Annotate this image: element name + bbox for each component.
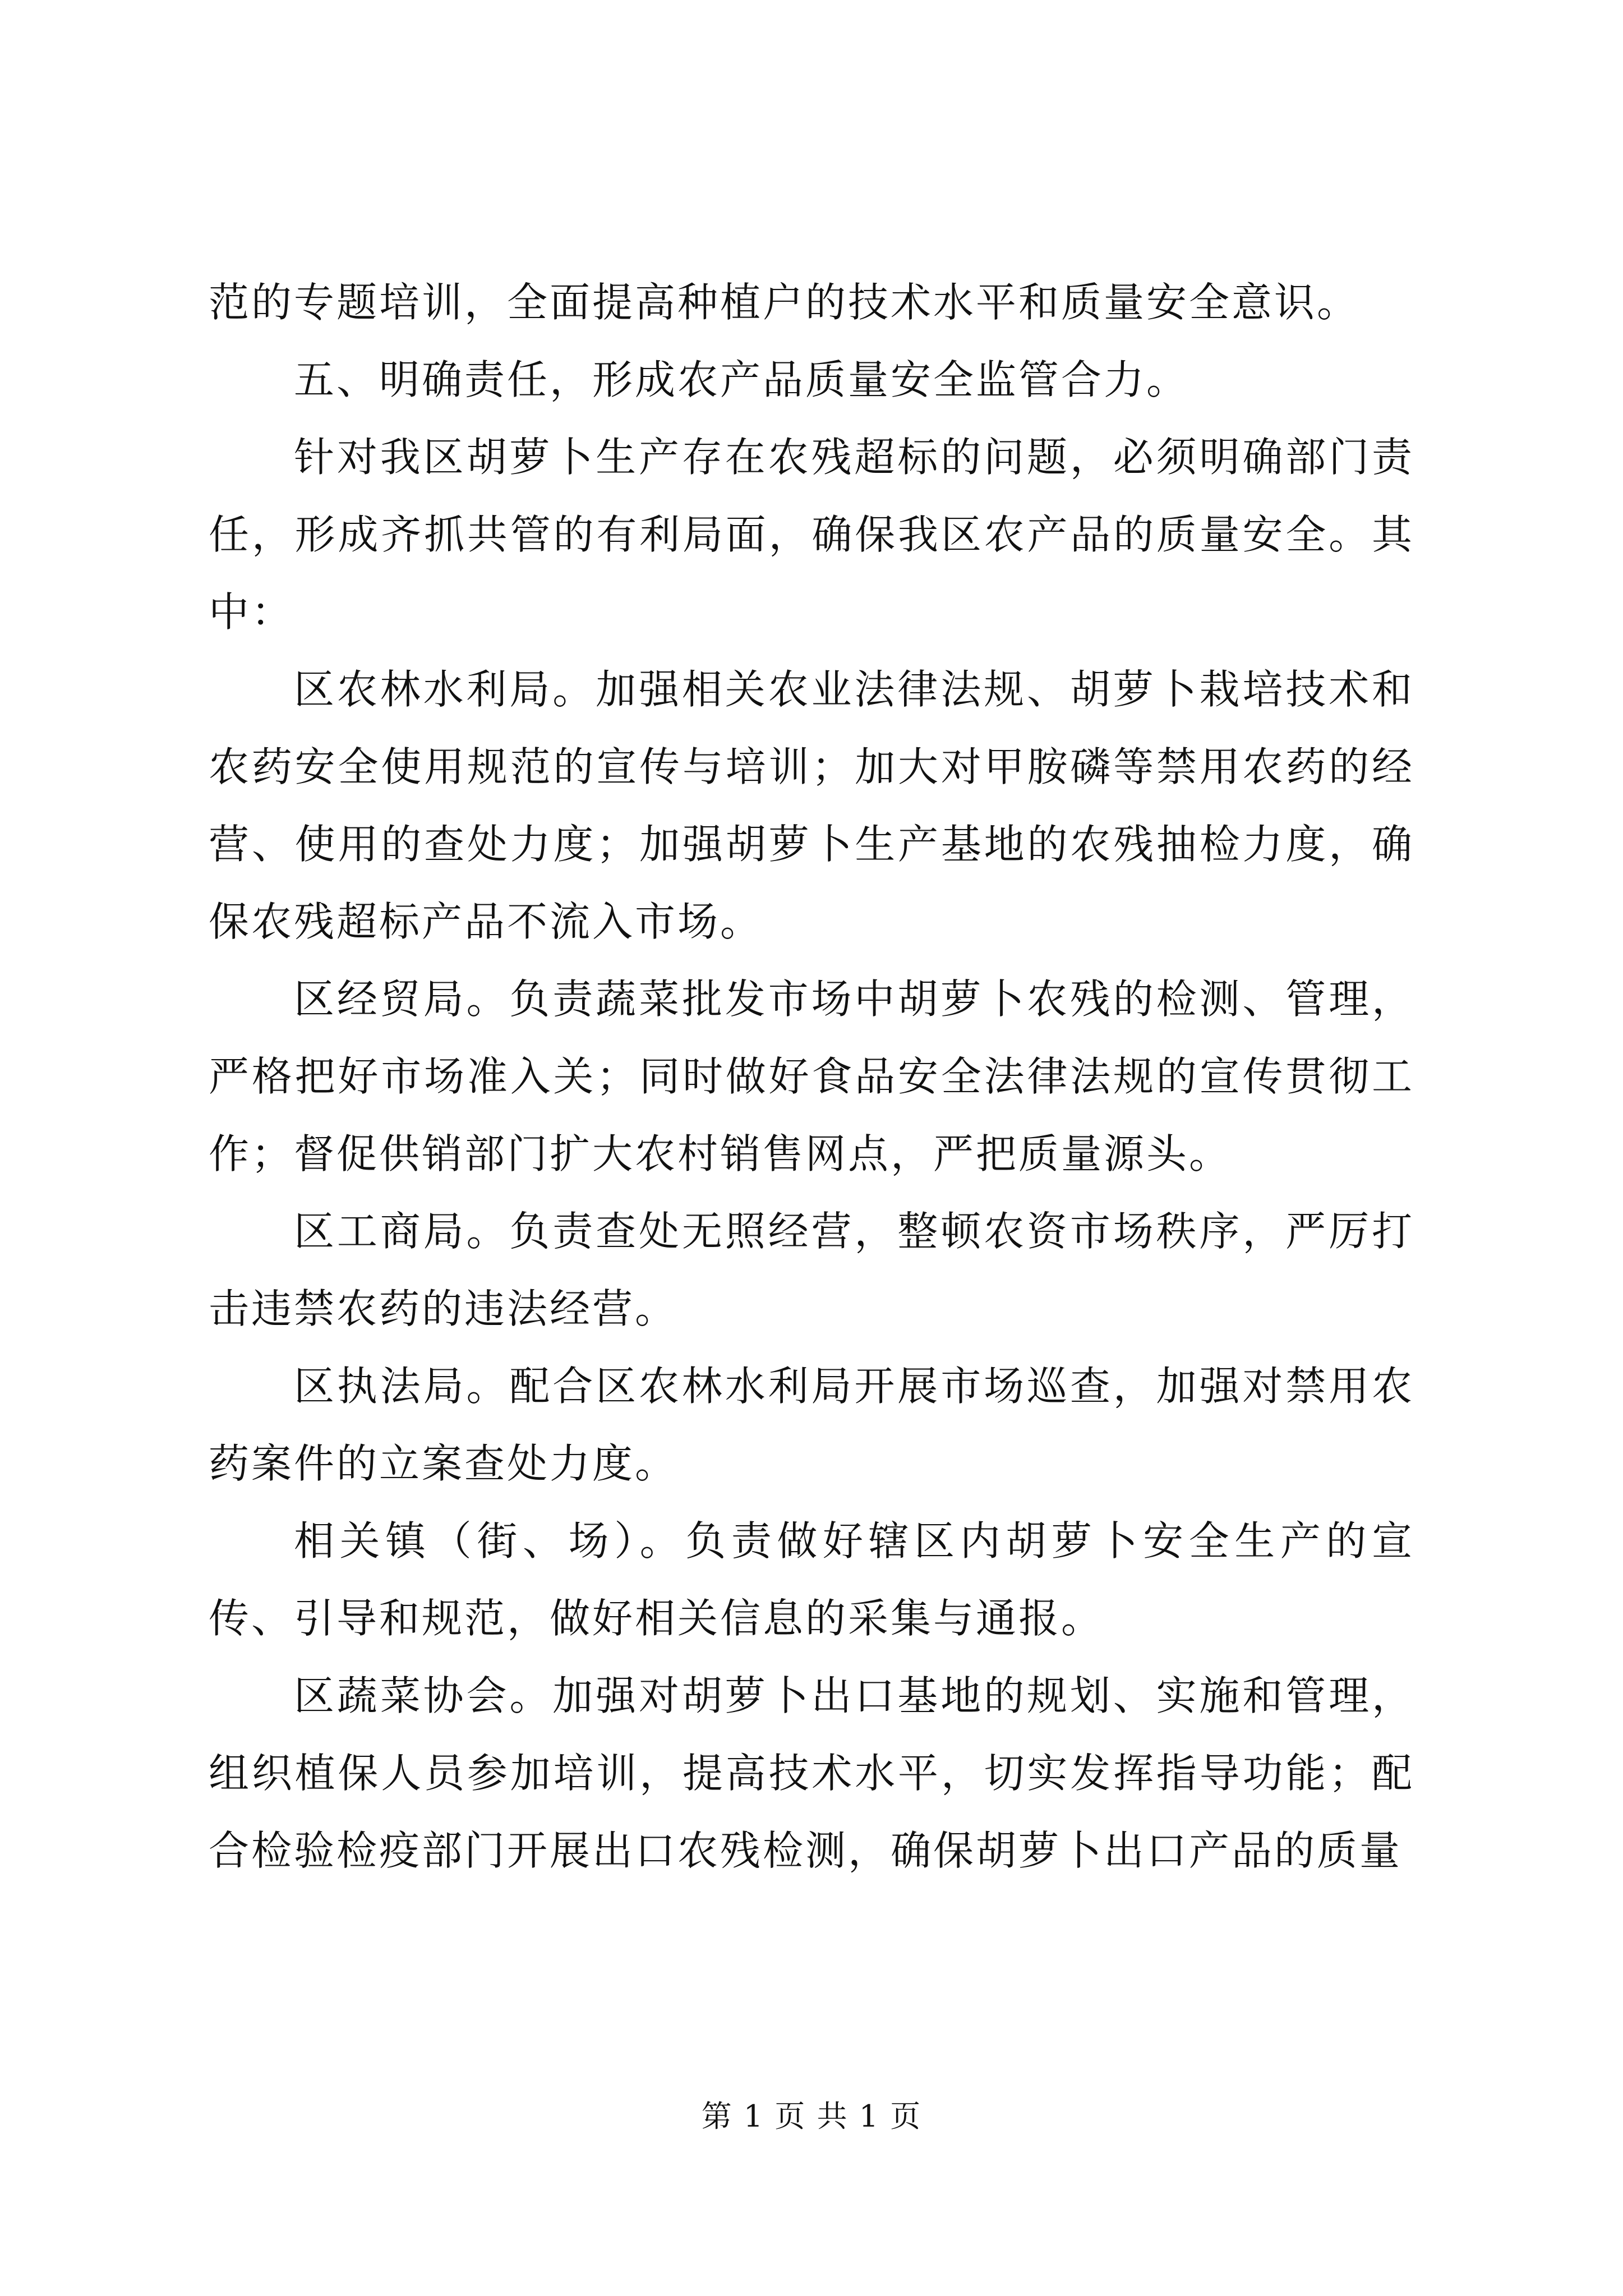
paragraph-enforcement-bureau: 区执法局。配合区农林水利局开展市场巡查，加强对禁用农药案件的立案查处力度。 [209, 1363, 1414, 1487]
paragraph-vegetable-association: 区蔬菜协会。加强对胡萝卜出口基地的规划、实施和管理，组织植保人员参加培训，提高技术水平，切实发挥指导功能；配合检验检疫部门开展出口农残检测，确保胡萝卜出口产品的质量 [209, 1672, 1414, 1874]
paragraph-intro: 针对我区胡萝卜生产存在农残超标的问题，必须明确部门责任，形成齐抓共管的有利局面，确保我区农产品的质量安全。其中： [209, 434, 1414, 636]
paragraph-towns: 相关镇（街、场）。负责做好辖区内胡萝卜安全生产的宣传、引导和规范，做好相关信息的采集与通报。 [209, 1517, 1414, 1642]
paragraph-commerce-bureau: 区工商局。负责查处无照经营，整顿农资市场秩序，严厉打击违禁农药的违法经营。 [209, 1208, 1414, 1332]
paragraph-continuation: 范的专题培训，全面提高种植户的技术水平和质量安全意识。 [209, 279, 1360, 326]
document-body [209, 264, 1414, 1889]
paragraph-agriculture-bureau: 区农林水利局。加强相关农业法律法规、胡萝卜栽培技术和农药安全使用规范的宣传与培训；加大对甲胺磷等禁用农药的经营、使用的查处力度；加强胡萝卜生产基地的农残抽检力度，确保农残超标产品不流入市场。 [209, 666, 1414, 945]
section-heading: 五、明确责任，形成农产品质量安全监管合力。 [294, 356, 1189, 403]
page-footer: 第 1 页 共 1 页 [701, 2099, 922, 2134]
paragraph-trade-bureau: 区经贸局。负责蔬菜批发市场中胡萝卜农残的检测、管理，严格把好市场准入关；同时做好食品安全法律法规的宣传贯彻工作；督促供销部门扩大农村销售网点，严把质量源头。 [209, 976, 1414, 1177]
